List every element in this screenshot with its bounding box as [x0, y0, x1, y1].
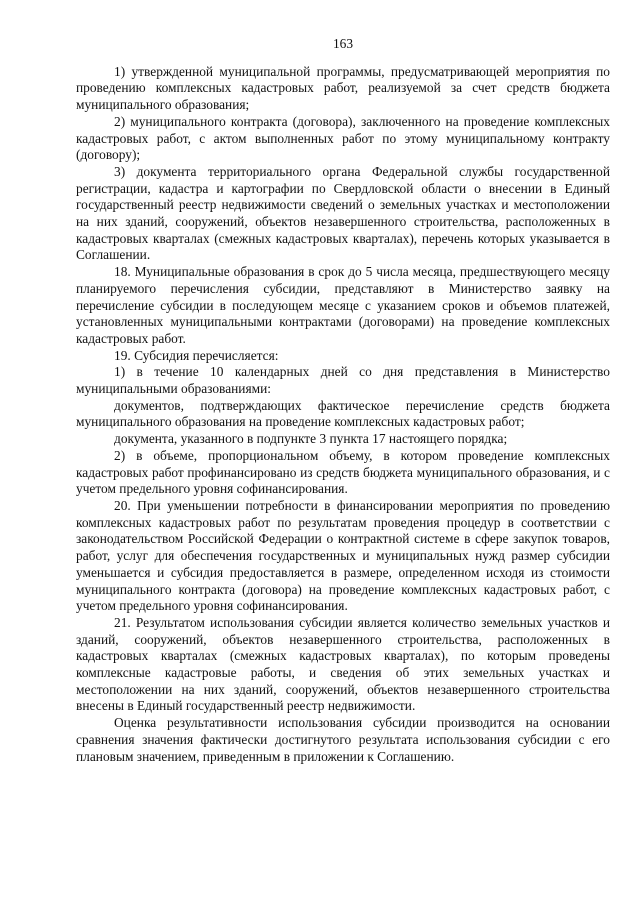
paragraph-clause-19: 19. Субсидия перечисляется: — [114, 347, 279, 363]
paragraph-item-3: 3) документа территориального органа Федеральной службы государственной регистрации, кадастра и картографии по Свердловской области о внесении в Единый государственный реестр недвижимости сведений о земельных участках и местоположении на них зданий, сооружений, объектов незавершенного строительства, расположенных в кадастровых кварталах (смежных кадастровых кварталах), перечень которых указывается в Соглашении. — [76, 163, 610, 263]
paragraph-clause-18: 18. Муниципальные образования в срок до 5 числа месяца, предшествующего месяцу планируемого перечисления субсидии, представляют в Министерство заявку на перечисление субсидии в последующем месяце с указанием сроков и объемов платежей, установленных муниципальными контрактами (договорами) на проведение комплексных кадастровых работ. — [76, 264, 610, 346]
paragraph-evaluation: Оценка результативности использования субсидии производится на основании сравнения значения фактически достигнутого результата использования субсидии с его плановым значением, приведенным в приложении к Соглашению. — [76, 715, 610, 764]
paragraph-item-1: 1) утвержденной муниципальной программы, предусматривающей мероприятия по проведению комплексных кадастровых работ, реализуемой за счет средств бюджета муниципального образования; — [76, 63, 610, 113]
paragraph-clause-19-document-ref: документа, указанного в подпункте 3 пункта 17 настоящего порядка; — [114, 431, 508, 447]
paragraph-clause-20: 20. При уменьшении потребности в финансировании мероприятия по проведению комплексных кадастровых работ по результатам проведения процедур в соответствии с законодательством Российской Федерации о контрактной системе в сфере закупок товаров, работ, услуг для обеспечения государственных и муниципальных нужд размер субсидии уменьшается и субсидия предоставляется в размере, определенном исходя из стоимости муниципального контракта (договора) на проведение комплексных кадастровых работ, с учетом предельного уровня софинансирования. — [76, 497, 610, 614]
paragraph-item-2: 2) муниципального контракта (договора), заключенного на проведение комплексных кадастровых работ, с актом выполненных работ по этому муниципальному контракту (договору); — [76, 113, 610, 163]
paragraph-clause-19-documents: документов, подтверждающих фактическое перечисление средств бюджета муниципального образования на проведение комплексных кадастровых работ; — [76, 397, 610, 430]
paragraph-clause-21: 21. Результатом использования субсидии является количество земельных участков и зданий, сооружений, объектов незавершенного строительства, расположенных в кадастровых кварталах (смежных кадастровых кварталах), по которым проведены комплексные кадастровые работы, и сведения об этих земельных участках и местоположении на них зданий, сооружений, объектов незавершенного строительства внесены в Единый государственный реестр недвижимости. — [76, 614, 610, 714]
paragraph-clause-19-item-1: 1) в течение 10 календарных дней со дня представления в Министерство муниципальными образованиями: — [76, 364, 610, 397]
paragraph-clause-19-item-2: 2) в объеме, пропорциональном объему, в котором проведение комплексных кадастровых работ профинансировано из средств бюджета муниципального образования, и с учетом предельного уровня софинансирования. — [76, 447, 610, 497]
page-number: 163 — [332, 36, 354, 51]
document-page — [76, 36, 610, 765]
